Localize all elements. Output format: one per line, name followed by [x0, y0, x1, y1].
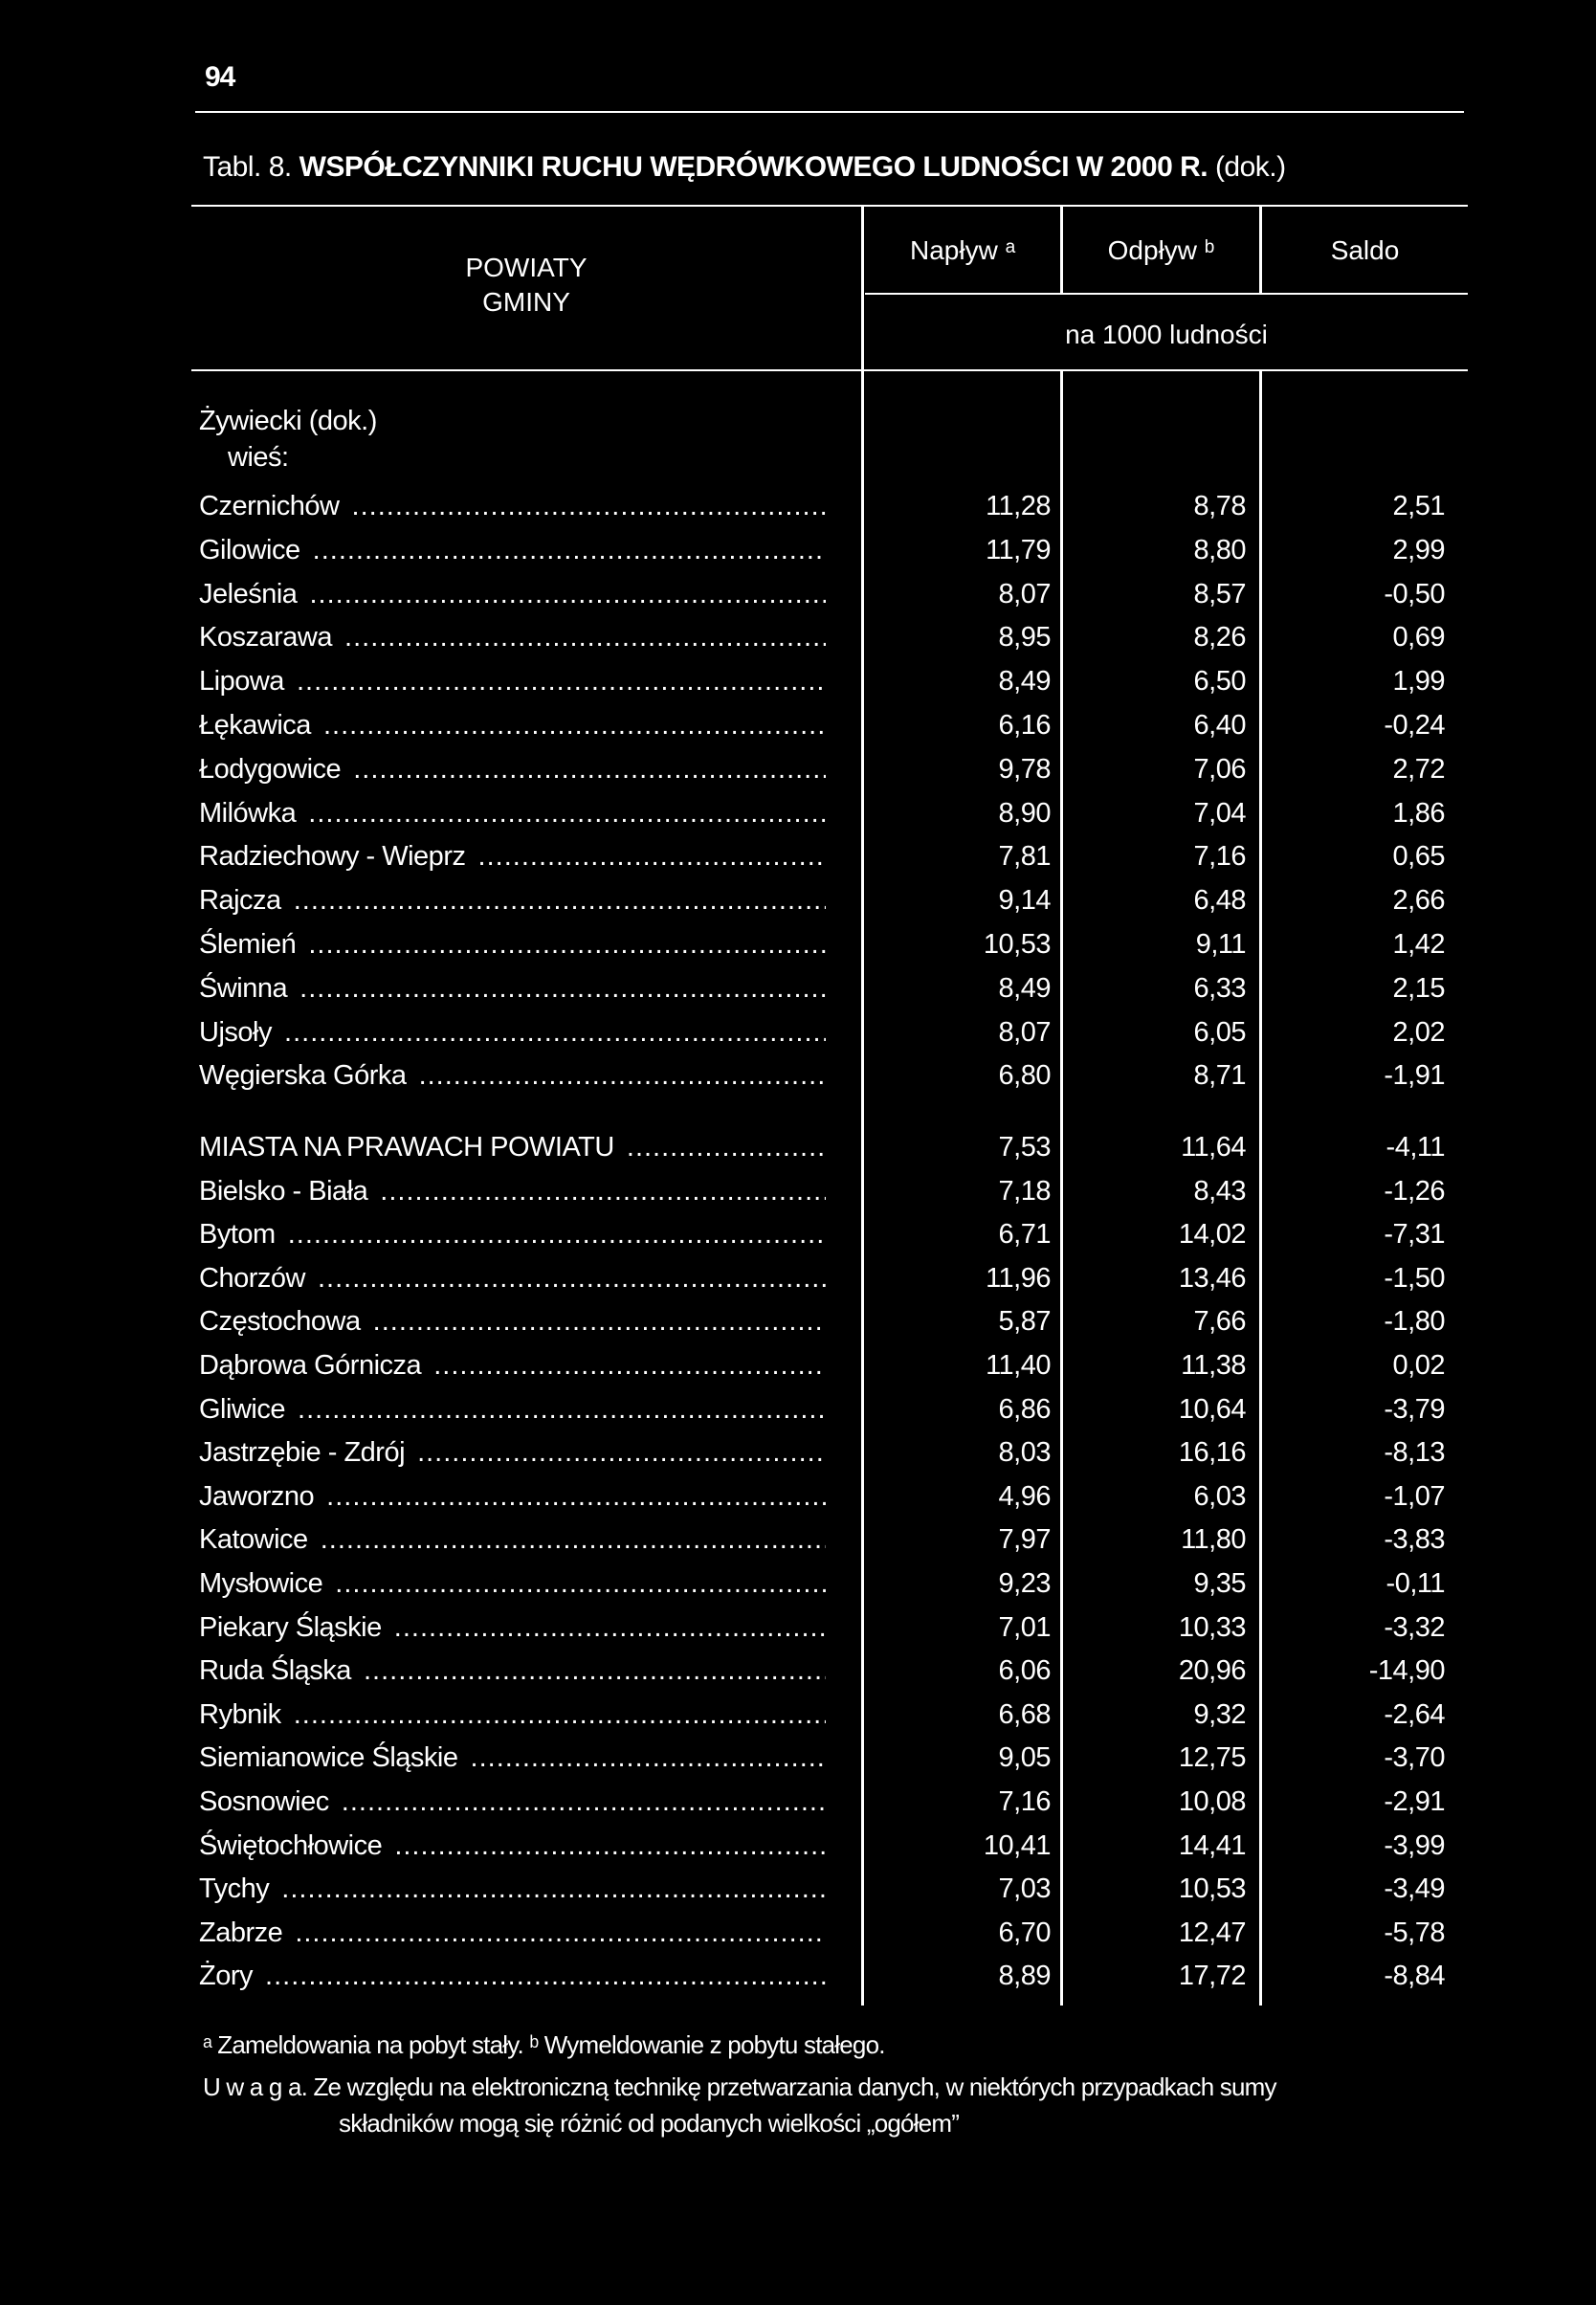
table-title-suffix: (dok.): [1214, 151, 1286, 183]
row-name-label: Mysłowice: [199, 1568, 326, 1599]
header-top-rule: [191, 205, 1468, 207]
inflow-value: 6,68: [998, 1698, 1051, 1730]
unit-header: na 1000 ludności: [1065, 320, 1268, 349]
row-name-label: Siemianowice Śląskie: [199, 1742, 461, 1773]
page-number: 94: [205, 61, 235, 93]
balance-value: -3,70: [1384, 1742, 1445, 1774]
row-name-label: MIASTA NA PRAWACH POWIATU: [199, 1132, 618, 1163]
inflow-value: 8,49: [998, 666, 1051, 698]
balance-value: -0,11: [1385, 1568, 1445, 1599]
row-name-label: Lipowa: [199, 666, 288, 697]
balance-value: 1,99: [1392, 666, 1445, 698]
balance-value: 2,99: [1392, 534, 1445, 565]
row-name-label: Węgierska Górka: [199, 1060, 410, 1091]
balance-value: -0,50: [1384, 578, 1445, 609]
footnote-3: składników mogą się różnić od podanych wielkości „ogółem”: [339, 2109, 960, 2138]
inflow-value: 11,28: [986, 491, 1051, 521]
balance-value: -1,80: [1384, 1306, 1445, 1338]
outflow-value: 6,05: [1193, 1016, 1246, 1048]
table-row: [0, 1387, 1596, 1431]
row-name: [199, 528, 826, 572]
outflow-value: 10,33: [1178, 1611, 1246, 1643]
outflow-value: 9,35: [1193, 1568, 1246, 1599]
inflow-value: 11,96: [986, 1262, 1051, 1294]
row-name: [199, 615, 826, 659]
balance-value: -1,50: [1384, 1262, 1445, 1294]
outflow-value: 17,72: [1178, 1961, 1246, 1992]
row-name: [199, 1736, 826, 1780]
row-name: [199, 1430, 826, 1474]
row-name: [199, 1299, 826, 1343]
inflow-value: 8,49: [998, 972, 1051, 1004]
balance-value: 2,72: [1392, 753, 1445, 785]
table-row: [0, 1212, 1596, 1256]
outflow-value: 8,26: [1193, 622, 1246, 654]
section-subtitle: wieś:: [228, 442, 289, 473]
row-name-label: Dąbrowa Górnicza: [199, 1350, 425, 1381]
col3-header: Saldo: [1330, 235, 1400, 265]
table-row: [0, 1299, 1596, 1343]
inflow-value: 10,41: [983, 1829, 1051, 1861]
table-row: [0, 1256, 1596, 1300]
row-name: [199, 1256, 826, 1300]
row-name-label: Rajcza: [199, 885, 285, 916]
row-name: [199, 1649, 826, 1693]
outflow-value: 7,06: [1193, 753, 1246, 785]
row-name-label: Jeleśnia: [199, 579, 300, 609]
balance-value: 1,86: [1392, 797, 1445, 829]
row-name-label: Częstochowa: [199, 1306, 365, 1337]
stub-header-line2: GMINY: [482, 287, 570, 317]
section-title: Żywiecki (dok.): [199, 406, 377, 436]
row-name: [199, 1169, 826, 1213]
row-name-label: Ruda Śląska: [199, 1655, 355, 1686]
inflow-value: 8,95: [998, 622, 1051, 654]
outflow-value: 11,80: [1181, 1524, 1246, 1556]
balance-value: 2,02: [1392, 1016, 1445, 1048]
outflow-value: 16,16: [1178, 1437, 1246, 1469]
row-name-label: Rybnik: [199, 1699, 285, 1730]
table-row: [0, 922, 1596, 966]
outflow-value: 6,48: [1193, 885, 1246, 917]
col1-header: Napływ ᵃ: [909, 235, 1015, 265]
inflow-value: 6,86: [998, 1393, 1051, 1425]
row-name: [199, 747, 826, 791]
outflow-value: 12,47: [1178, 1917, 1246, 1948]
row-name: [199, 966, 826, 1010]
header-bottom-rule: [191, 369, 1468, 371]
table-row: [0, 572, 1596, 616]
outflow-value: 20,96: [1178, 1655, 1246, 1687]
outflow-value: 6,03: [1193, 1480, 1246, 1512]
stub-header: [402, 251, 651, 320]
outflow-value: 11,64: [1181, 1132, 1246, 1163]
inflow-value: 6,16: [998, 710, 1051, 741]
inflow-value: 4,96: [998, 1480, 1051, 1512]
outflow-value: 6,40: [1193, 710, 1246, 741]
table-row: [0, 659, 1596, 703]
row-name: [199, 1343, 826, 1387]
inflow-value: 8,89: [998, 1961, 1051, 1992]
table-row: [0, 791, 1596, 835]
table-row: [0, 1867, 1596, 1911]
row-name-label: Jastrzębie - Zdrój: [199, 1437, 409, 1468]
row-name: [199, 1474, 826, 1518]
row-name: [199, 791, 826, 835]
outflow-value: 9,11: [1195, 929, 1246, 960]
footnote-1: ᵃ Zameldowania na pobyt stały. ᵇ Wymeldowanie z pobytu stałego.: [203, 2030, 885, 2059]
outflow-value: 7,04: [1193, 797, 1246, 829]
balance-value: -0,24: [1384, 710, 1445, 741]
balance-value: -2,91: [1384, 1786, 1445, 1817]
balance-value: -1,91: [1384, 1060, 1445, 1092]
table-row: [0, 1125, 1596, 1169]
table-row: [0, 703, 1596, 747]
table-title-main: WSPÓŁCZYNNIKI RUCHU WĘDRÓWKOWEGO LUDNOŚCI W 2000 R.: [299, 151, 1208, 183]
balance-value: -3,32: [1384, 1611, 1445, 1643]
row-name-label: Bytom: [199, 1219, 279, 1250]
row-name: [199, 1053, 826, 1097]
table-row: [0, 1474, 1596, 1518]
table-row: [0, 878, 1596, 922]
inflow-value: 10,53: [983, 929, 1051, 960]
row-name-label: Tychy: [199, 1873, 273, 1904]
outflow-value: 8,78: [1193, 491, 1246, 521]
table-row: [0, 1010, 1596, 1054]
row-name: [199, 1824, 826, 1868]
balance-value: 2,66: [1392, 885, 1445, 917]
inflow-value: 8,07: [998, 578, 1051, 609]
row-name-label: Świętochłowice: [199, 1830, 386, 1861]
row-name: [199, 834, 826, 878]
balance-value: -8,13: [1384, 1437, 1445, 1469]
inflow-value: 9,14: [998, 885, 1051, 917]
balance-value: 0,65: [1392, 841, 1445, 873]
outflow-value: 14,02: [1178, 1219, 1246, 1251]
balance-value: 2,51: [1392, 491, 1445, 521]
table-row: [0, 1169, 1596, 1213]
table-row: [0, 747, 1596, 791]
row-name-label: Czernichów: [199, 491, 344, 521]
row-name: [199, 1212, 826, 1256]
table-row: [0, 966, 1596, 1010]
inflow-value: 7,97: [998, 1524, 1051, 1556]
outflow-value: 9,32: [1193, 1698, 1246, 1730]
inflow-value: 7,81: [998, 841, 1051, 873]
table-title-prefix: Tabl. 8.: [203, 151, 292, 183]
table-row: [0, 528, 1596, 572]
balance-value: -1,26: [1384, 1175, 1445, 1207]
row-name: [199, 1693, 826, 1737]
inflow-value: 6,71: [998, 1219, 1051, 1251]
inflow-value: 11,40: [986, 1350, 1051, 1381]
row-name: [199, 1010, 826, 1054]
balance-value: -3,99: [1384, 1829, 1445, 1861]
row-name-label: Milówka: [199, 798, 299, 829]
row-name-label: Koszarawa: [199, 622, 336, 653]
outflow-value: 10,64: [1178, 1393, 1246, 1425]
row-name: [199, 1125, 826, 1169]
table-title: [203, 151, 1286, 184]
row-name: [199, 1606, 826, 1650]
balance-value: 0,69: [1392, 622, 1445, 654]
row-name-label: Żory: [199, 1961, 256, 1991]
outflow-value: 8,43: [1193, 1175, 1246, 1207]
row-name: [199, 1954, 826, 1998]
table-row: [0, 1911, 1596, 1955]
row-name: [199, 1518, 826, 1562]
row-name-label: Świnna: [199, 973, 291, 1004]
table-row: [0, 1053, 1596, 1097]
row-name-label: Łękawica: [199, 710, 315, 741]
balance-value: -14,90: [1368, 1655, 1445, 1687]
header-mid-rule: [865, 293, 1468, 295]
inflow-value: 7,18: [998, 1175, 1051, 1207]
row-name: [199, 1911, 826, 1955]
outflow-value: 14,41: [1178, 1829, 1246, 1861]
outflow-value: 6,50: [1193, 666, 1246, 698]
inflow-value: 9,78: [998, 753, 1051, 785]
inflow-value: 9,05: [998, 1742, 1051, 1774]
inflow-value: 6,06: [998, 1655, 1051, 1687]
table-row: [0, 1824, 1596, 1868]
table-row: [0, 1518, 1596, 1562]
table-row: [0, 1606, 1596, 1650]
balance-value: -1,07: [1384, 1480, 1445, 1512]
col2-header: Odpływ ᵇ: [1107, 235, 1215, 265]
row-name-label: Gliwice: [199, 1394, 289, 1425]
inflow-value: 8,07: [998, 1016, 1051, 1048]
balance-value: 0,02: [1392, 1350, 1445, 1381]
row-name: [199, 703, 826, 747]
outflow-value: 7,16: [1193, 841, 1246, 873]
outflow-value: 12,75: [1178, 1742, 1246, 1774]
balance-value: -3,49: [1384, 1873, 1445, 1905]
inflow-value: 7,16: [998, 1786, 1051, 1817]
stub-header-line1: POWIATY: [465, 253, 587, 282]
outflow-value: 6,33: [1193, 972, 1246, 1004]
inflow-value: 6,70: [998, 1917, 1051, 1948]
row-name-label: Katowice: [199, 1524, 312, 1555]
table-row: [0, 615, 1596, 659]
outflow-value: 11,38: [1181, 1350, 1246, 1381]
row-name-label: Bielsko - Biała: [199, 1176, 371, 1207]
outflow-value: 10,53: [1178, 1873, 1246, 1905]
row-name-label: Sosnowiec: [199, 1786, 333, 1817]
row-name: [199, 1780, 826, 1824]
balance-value: -5,78: [1384, 1917, 1445, 1948]
balance-value: 1,42: [1392, 929, 1445, 960]
inflow-value: 6,80: [998, 1060, 1051, 1092]
inflow-value: 8,90: [998, 797, 1051, 829]
outflow-value: 8,80: [1193, 534, 1246, 565]
table-row: [0, 1736, 1596, 1780]
table-row: [0, 1780, 1596, 1824]
row-name: [199, 659, 826, 703]
row-name: [199, 484, 826, 528]
balance-value: 2,15: [1392, 972, 1445, 1004]
outflow-value: 7,66: [1193, 1306, 1246, 1338]
row-name-label: Ujsoły: [199, 1017, 276, 1048]
outflow-value: 8,57: [1193, 578, 1246, 609]
inflow-value: 7,03: [998, 1873, 1051, 1905]
table-row: [0, 1343, 1596, 1387]
inflow-value: 5,87: [998, 1306, 1051, 1338]
table-row: [0, 484, 1596, 528]
inflow-value: 8,03: [998, 1437, 1051, 1469]
table-row: [0, 834, 1596, 878]
row-name: [199, 1867, 826, 1911]
row-name: [199, 922, 826, 966]
outflow-value: 13,46: [1178, 1262, 1246, 1294]
balance-value: -8,84: [1384, 1961, 1445, 1992]
inflow-value: 7,01: [998, 1611, 1051, 1643]
inflow-value: 7,53: [998, 1132, 1051, 1163]
table-row: [0, 1954, 1596, 1998]
inflow-value: 11,79: [986, 534, 1051, 565]
row-name: [199, 878, 826, 922]
balance-value: -3,79: [1384, 1393, 1445, 1425]
row-name-label: Zabrze: [199, 1917, 286, 1948]
row-name: [199, 1562, 826, 1606]
row-name-label: Jaworzno: [199, 1481, 318, 1512]
table-row: [0, 1649, 1596, 1693]
outflow-value: 8,71: [1193, 1060, 1246, 1092]
row-name-label: Chorzów: [199, 1263, 309, 1294]
row-name: [199, 572, 826, 616]
outflow-value: 10,08: [1178, 1786, 1246, 1817]
balance-value: -4,11: [1385, 1132, 1445, 1163]
row-name: [199, 1387, 826, 1431]
row-name-label: Radziechowy - Wieprz: [199, 841, 469, 872]
table-row: [0, 1430, 1596, 1474]
row-name-label: Piekary Śląskie: [199, 1612, 386, 1643]
balance-value: -2,64: [1384, 1698, 1445, 1730]
footnote-2: U w a g a. Ze względu na elektroniczną technikę przetwarzania danych, w niektórych przypadkach sumy: [203, 2072, 1276, 2101]
inflow-value: 9,23: [998, 1568, 1051, 1599]
table-row: [0, 1693, 1596, 1737]
row-name-label: Ślemień: [199, 929, 299, 960]
row-name-label: Gilowice: [199, 535, 304, 565]
balance-value: -7,31: [1384, 1219, 1445, 1251]
balance-value: -3,83: [1384, 1524, 1445, 1556]
row-name-label: Łodygowice: [199, 754, 344, 785]
top-rule: [195, 111, 1464, 113]
table-row: [0, 1562, 1596, 1606]
